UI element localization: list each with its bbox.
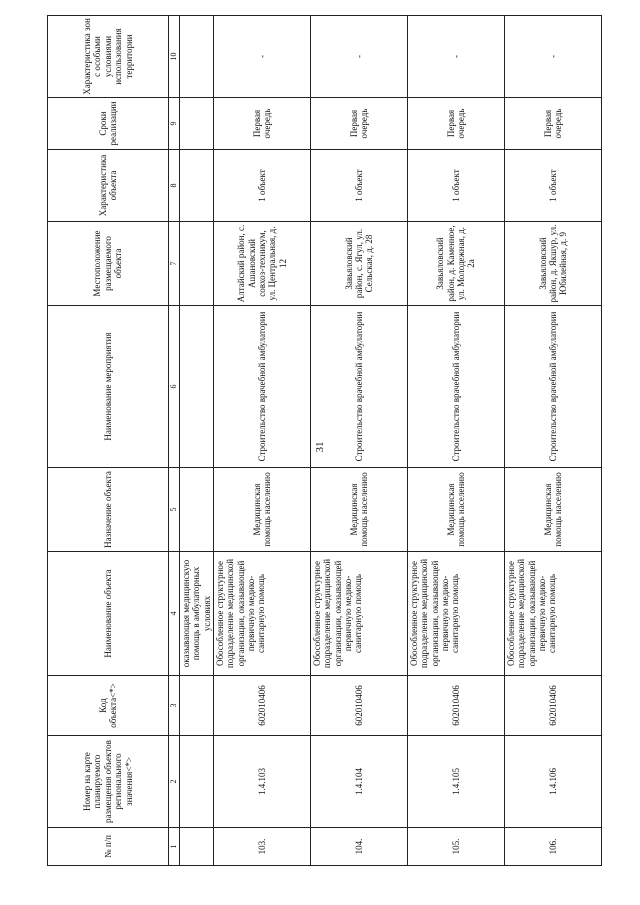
object-location: Завьяловский район, с. Ягул, ул. Сельская, д. 28 [311, 222, 408, 306]
column-number: 4 [169, 552, 180, 676]
column-number: 8 [169, 150, 180, 222]
map-number: 1.4.103 [214, 736, 311, 828]
table-cell [180, 736, 214, 828]
object-purpose: Медицинская помощь населению [311, 468, 408, 552]
object-purpose: Медицинская помощь населению [408, 468, 505, 552]
object-characteristic: 1 объект [214, 150, 311, 222]
rotated-table-container [47, 16, 602, 866]
object-code: 602010406 [311, 676, 408, 736]
row-number: 105. [408, 828, 505, 866]
column-number: 1 [169, 828, 180, 866]
header-cell-6: Наименование мероприятия [48, 306, 169, 468]
object-name: Обособленное структурное подразделение медицинской организации, оказывающей первичную медико-санитарную помощь [408, 552, 505, 676]
map-number: 1.4.106 [505, 736, 602, 828]
table-cell [180, 468, 214, 552]
table-row [311, 16, 408, 866]
column-number: 10 [169, 16, 180, 98]
table-cell [180, 98, 214, 150]
object-characteristic: 1 объект [505, 150, 602, 222]
zone-characteristic: - [505, 16, 602, 98]
continuation-row [180, 16, 214, 866]
object-name: Обособленное структурное подразделение медицинской организации, оказывающей первичную медико-санитарную помощь [505, 552, 602, 676]
column-number: 7 [169, 222, 180, 306]
header-cell-10: Характеристика зон с особыми условиями использования территории [48, 16, 169, 98]
table-cell [180, 16, 214, 98]
map-number: 1.4.104 [311, 736, 408, 828]
object-code: 602010406 [214, 676, 311, 736]
column-number: 2 [169, 736, 180, 828]
header-cell-9: Сроки реализации [48, 98, 169, 150]
column-number: 9 [169, 98, 180, 150]
table-cell [180, 150, 214, 222]
object-characteristic: 1 объект [408, 150, 505, 222]
object-location: Завьяловский район, д. Якшур, ул. Юбилейная, д. 9 [505, 222, 602, 306]
implementation-term: Первая очередь [408, 98, 505, 150]
column-number: 5 [169, 468, 180, 552]
table-cell [180, 222, 214, 306]
object-code: 602010406 [408, 676, 505, 736]
continuation-cell: оказывающая медицинскую помощь в амбулаторных условиях [180, 552, 214, 676]
object-name: Обособленное структурное подразделение медицинской организации, оказывающей первичную медико-санитарную помощь [311, 552, 408, 676]
table-cell [180, 306, 214, 468]
table-cell [180, 676, 214, 736]
row-number: 104. [311, 828, 408, 866]
table-row [408, 16, 505, 866]
activity-name: Строительство врачебной амбулатории [311, 306, 408, 468]
object-location: Завьяловский район, д. Каменное, ул. Молодежная, д. 2а [408, 222, 505, 306]
zone-characteristic: - [408, 16, 505, 98]
object-code: 602010406 [505, 676, 602, 736]
object-purpose: Медицинская помощь населению [505, 468, 602, 552]
activity-name: Строительство врачебной амбулатории [214, 306, 311, 468]
object-location: Алтайский район, с. Ашановский совхоз-техникум, ул. Центральная, д. 12 [214, 222, 311, 306]
header-cell-8: Характеристика объекта [48, 150, 169, 222]
activity-name: Строительство врачебной амбулатории [505, 306, 602, 468]
implementation-term: Первая очередь [214, 98, 311, 150]
header-row [48, 16, 169, 866]
header-cell-4: Наименование объекта [48, 552, 169, 676]
row-number: 106. [505, 828, 602, 866]
map-number: 1.4.105 [408, 736, 505, 828]
activity-name: Строительство врачебной амбулатории [408, 306, 505, 468]
header-cell-2: Номер на карте планируемого размещения объектов регионального значения<*> [48, 736, 169, 828]
header-cell-5: Назначение объекта [48, 468, 169, 552]
object-name: Обособленное структурное подразделение медицинской организации, оказывающей первичную медико-санитарную помощь [214, 552, 311, 676]
zone-characteristic: - [214, 16, 311, 98]
column-number: 3 [169, 676, 180, 736]
zone-characteristic: - [311, 16, 408, 98]
objects-table [47, 15, 602, 866]
column-number-row [169, 16, 180, 866]
header-cell-7: Местоположение размещаемого объекта [48, 222, 169, 306]
implementation-term: Первая очередь [311, 98, 408, 150]
page-number: 31 [314, 441, 326, 453]
table-row [505, 16, 602, 866]
table-row [214, 16, 311, 866]
row-number: 103. [214, 828, 311, 866]
implementation-term: Первая очередь [505, 98, 602, 150]
object-purpose: Медицинская помощь населению [214, 468, 311, 552]
header-cell-3: Код объекта<*> [48, 676, 169, 736]
object-characteristic: 1 объект [311, 150, 408, 222]
header-cell-1: № п/п [48, 828, 169, 866]
table-cell [180, 828, 214, 866]
column-number: 6 [169, 306, 180, 468]
